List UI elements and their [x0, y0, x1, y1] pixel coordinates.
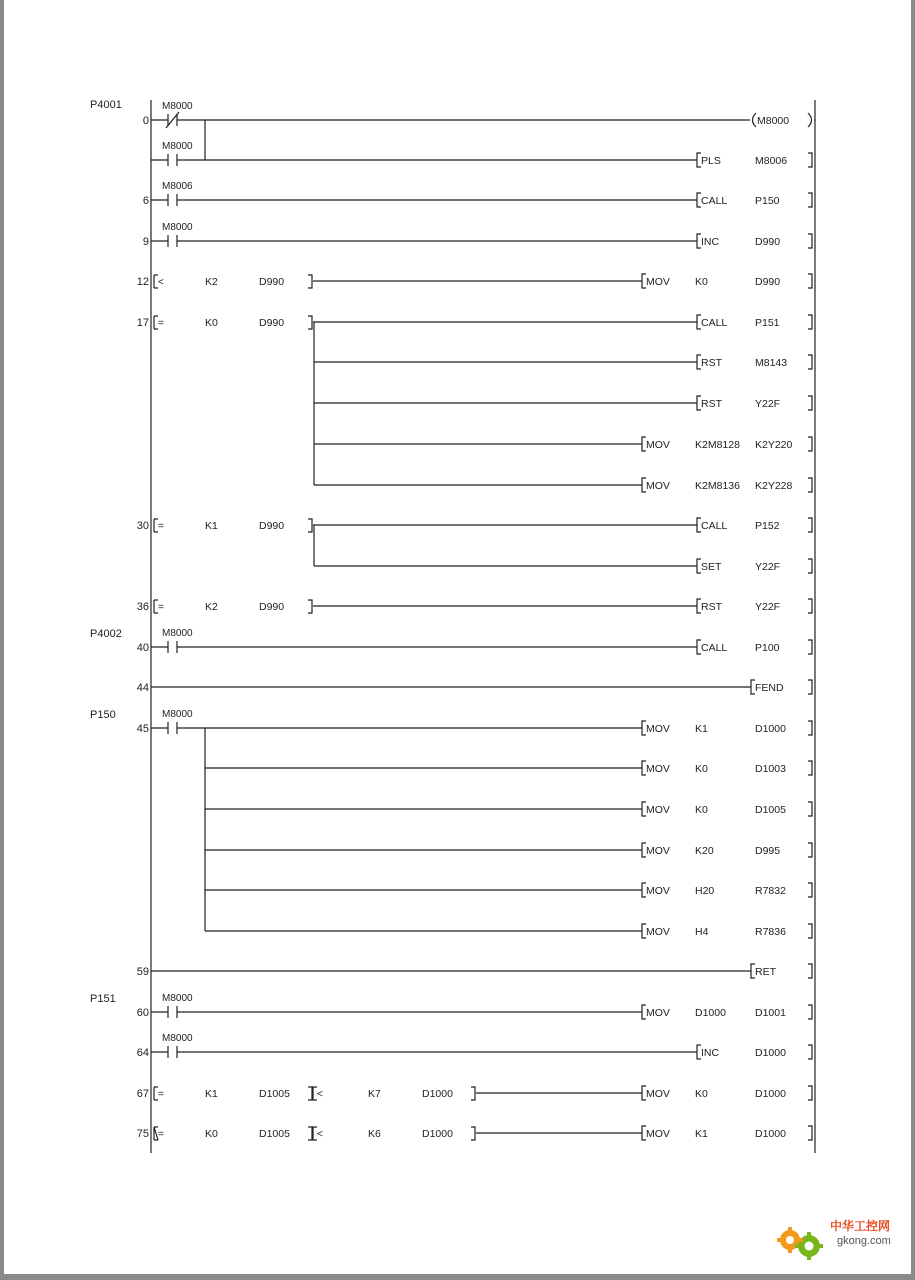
- instruction-command: MOV: [646, 885, 670, 897]
- step-number: 64: [136, 1047, 149, 1059]
- instruction-source-operand: K0: [695, 1088, 708, 1100]
- step-number: 6: [142, 195, 149, 207]
- instruction-right-bracket: [808, 518, 812, 532]
- step-number: 40: [136, 642, 149, 654]
- instruction-source-operand: K20: [695, 845, 714, 857]
- instruction-dest-operand: D1000: [755, 1047, 786, 1059]
- instruction-right-bracket: [808, 1086, 812, 1100]
- instruction-dest-operand: D1000: [755, 1088, 786, 1100]
- instruction-source-operand: H20: [695, 885, 715, 897]
- instruction-command: MOV: [646, 480, 670, 492]
- instruction-dest-operand: D1005: [755, 804, 786, 816]
- pointer-label: P150: [90, 709, 116, 721]
- document-page: [4, 0, 911, 1274]
- coil-label: M8000: [757, 115, 790, 127]
- pointer-label: P151: [90, 993, 116, 1005]
- compare-operand-2: D1005: [259, 1088, 290, 1100]
- instruction-command: MOV: [646, 439, 670, 451]
- instruction-command: RET: [755, 966, 776, 978]
- gear-logo-icon: [777, 1227, 823, 1260]
- instruction-right-bracket: [808, 315, 812, 329]
- instruction-right-bracket: [808, 1126, 812, 1140]
- instruction-source-operand: K2M8136: [695, 480, 740, 492]
- instruction-command: CALL: [701, 642, 728, 654]
- instruction-command: CALL: [701, 195, 728, 207]
- instruction-command: INC: [701, 1047, 720, 1059]
- instruction-command: MOV: [646, 1128, 670, 1140]
- instruction-source-operand: K1: [695, 723, 708, 735]
- instruction-command: CALL: [701, 317, 728, 329]
- compare-operator: =: [158, 1089, 164, 1100]
- watermark-site-name: 中华工控网: [830, 1219, 891, 1233]
- step-number: 17: [136, 317, 149, 329]
- instruction-command: RST: [701, 357, 722, 369]
- compare-operator: =: [158, 318, 164, 329]
- step-number: 75: [136, 1128, 149, 1140]
- compare-operand-2: D1000: [422, 1088, 453, 1100]
- instruction-dest-operand: R7836: [755, 926, 786, 938]
- compare-operand-1: K6: [368, 1128, 381, 1140]
- compare-operator: =: [158, 1129, 164, 1140]
- pointer-label: P4002: [90, 628, 122, 640]
- instruction-dest-operand: D990: [755, 276, 781, 288]
- gkong-watermark-logo: [775, 1214, 903, 1260]
- instruction-right-bracket: [808, 234, 812, 248]
- contact-device-label: M8000: [162, 141, 193, 152]
- instruction-command: MOV: [646, 845, 670, 857]
- instruction-right-bracket: [808, 1045, 812, 1059]
- compare-operand-2: D990: [259, 520, 285, 532]
- instruction-right-bracket: [808, 1005, 812, 1019]
- compare-operand-2: D1000: [422, 1128, 453, 1140]
- instruction-command: MOV: [646, 926, 670, 938]
- instruction-dest-operand: P100: [755, 642, 780, 654]
- instruction-command: MOV: [646, 804, 670, 816]
- instruction-dest-operand: D1000: [755, 1128, 786, 1140]
- instruction-dest-operand: P150: [755, 195, 780, 207]
- instruction-right-bracket: [808, 274, 812, 288]
- instruction-dest-operand: R7832: [755, 885, 786, 897]
- step-number: 45: [136, 723, 149, 735]
- instruction-command: SET: [701, 561, 722, 573]
- step-number: 44: [136, 682, 149, 694]
- instruction-source-operand: K0: [695, 276, 708, 288]
- instruction-source-operand: K0: [695, 804, 708, 816]
- compare-operand-1: K0: [205, 1128, 218, 1140]
- instruction-command: MOV: [646, 1088, 670, 1100]
- step-number: 60: [136, 1007, 149, 1019]
- instruction-right-bracket: [808, 478, 812, 492]
- step-number: 12: [136, 276, 149, 288]
- instruction-dest-operand: D1003: [755, 763, 786, 775]
- instruction-source-operand: K0: [695, 763, 708, 775]
- instruction-command: CALL: [701, 520, 728, 532]
- compare-operand-1: K7: [368, 1088, 381, 1100]
- instruction-command: INC: [701, 236, 720, 248]
- compare-operand-1: K0: [205, 317, 218, 329]
- contact-device-label: M8000: [162, 101, 193, 112]
- step-number: 0: [142, 115, 149, 127]
- pointer-label: P4001: [90, 99, 122, 111]
- instruction-command: RST: [701, 601, 722, 613]
- instruction-source-operand: D1000: [695, 1007, 726, 1019]
- contact-device-label: M8000: [162, 1033, 193, 1044]
- instruction-right-bracket: [808, 153, 812, 167]
- instruction-command: MOV: [646, 1007, 670, 1019]
- step-number: 59: [136, 966, 149, 978]
- compare-operator: <: [317, 1089, 323, 1100]
- instruction-command: PLS: [701, 155, 721, 167]
- instruction-right-bracket: [808, 193, 812, 207]
- contact-device-label: M8000: [162, 709, 193, 720]
- compare-operand-1: K1: [205, 520, 218, 532]
- instruction-right-bracket: [808, 964, 812, 978]
- compare-operand-2: D1005: [259, 1128, 290, 1140]
- instruction-dest-operand: Y22F: [755, 601, 781, 613]
- instruction-right-bracket: [808, 721, 812, 735]
- instruction-right-bracket: [808, 396, 812, 410]
- instruction-right-bracket: [808, 355, 812, 369]
- compare-operator: =: [158, 602, 164, 613]
- instruction-right-bracket: [808, 599, 812, 613]
- compare-operator: =: [158, 521, 164, 532]
- compare-operator: <: [317, 1129, 323, 1140]
- instruction-right-bracket: [808, 640, 812, 654]
- contact-device-label: M8000: [162, 222, 193, 233]
- instruction-right-bracket: [808, 802, 812, 816]
- instruction-dest-operand: Y22F: [755, 561, 781, 573]
- instruction-dest-operand: P152: [755, 520, 780, 532]
- instruction-right-bracket: [808, 883, 812, 897]
- instruction-right-bracket: [808, 680, 812, 694]
- instruction-source-operand: H4: [695, 926, 709, 938]
- step-number: 67: [136, 1088, 149, 1100]
- instruction-command: MOV: [646, 723, 670, 735]
- ladder-diagram: [4, 0, 911, 1274]
- instruction-dest-operand: P151: [755, 317, 780, 329]
- instruction-dest-operand: D990: [755, 236, 781, 248]
- instruction-dest-operand: D995: [755, 845, 781, 857]
- compare-operand-1: K2: [205, 276, 218, 288]
- instruction-right-bracket: [808, 437, 812, 451]
- instruction-command: MOV: [646, 276, 670, 288]
- instruction-right-bracket: [808, 761, 812, 775]
- step-number: 9: [142, 236, 149, 248]
- instruction-command: MOV: [646, 763, 670, 775]
- instruction-source-operand: K1: [695, 1128, 708, 1140]
- instruction-right-bracket: [808, 924, 812, 938]
- watermark-url: gkong.com: [837, 1235, 891, 1247]
- instruction-dest-operand: M8143: [755, 357, 788, 369]
- instruction-dest-operand: K2Y228: [755, 480, 793, 492]
- instruction-right-bracket: [808, 843, 812, 857]
- instruction-right-bracket: [808, 559, 812, 573]
- instruction-dest-operand: Y22F: [755, 398, 781, 410]
- compare-operator: <: [158, 277, 164, 288]
- step-number: 30: [136, 520, 149, 532]
- compare-operand-2: D990: [259, 317, 285, 329]
- step-number: 36: [136, 601, 149, 613]
- instruction-dest-operand: D1001: [755, 1007, 786, 1019]
- instruction-command: RST: [701, 398, 722, 410]
- compare-operand-2: D990: [259, 601, 285, 613]
- contact-device-label: M8000: [162, 628, 193, 639]
- instruction-dest-operand: M8006: [755, 155, 788, 167]
- instruction-dest-operand: K2Y220: [755, 439, 793, 451]
- compare-operand-1: K2: [205, 601, 218, 613]
- compare-operand-1: K1: [205, 1088, 218, 1100]
- instruction-command: FEND: [755, 682, 784, 694]
- compare-operand-2: D990: [259, 276, 285, 288]
- contact-device-label: M8000: [162, 993, 193, 1004]
- instruction-source-operand: K2M8128: [695, 439, 740, 451]
- contact-device-label: M8006: [162, 181, 193, 192]
- instruction-dest-operand: D1000: [755, 723, 786, 735]
